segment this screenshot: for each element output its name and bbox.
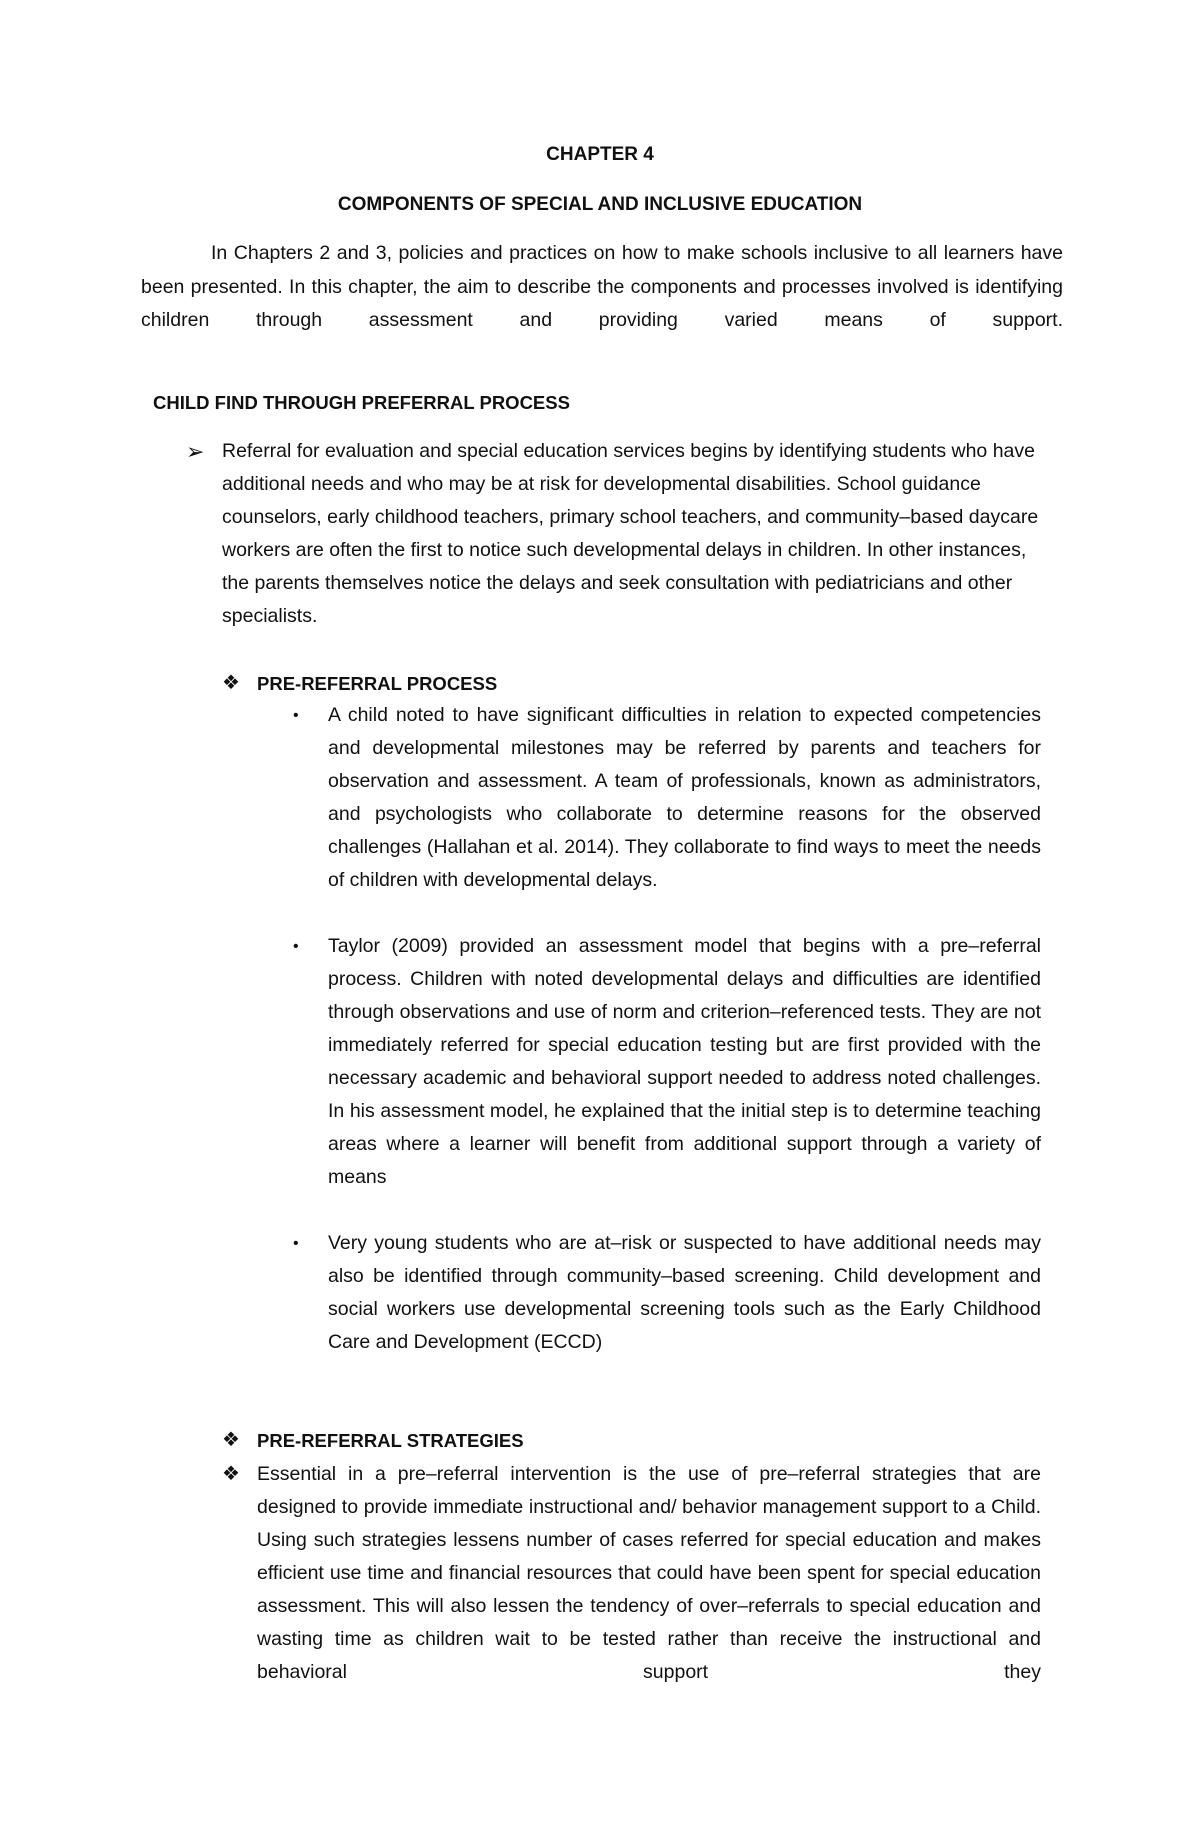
list-item: Taylor (2009) provided an assessment model that begins with a pre–referral process. Children with noted developmental delays and difficulties are identified through observations and use of norm and criterion–referenced tests. They are not immediately referred for special education testing but are first provided with the necessary academic and behavioral support needed to address noted challenges. In his assessment model, he explained that the initial step is to determine teaching areas where a learner will benefit from additional support through a variety of means [328, 935, 1041, 1188]
dot-bullet-icon: • [293, 1235, 299, 1252]
section-heading-pre-referral-process: PRE-REFERRAL PROCESS [257, 673, 498, 694]
intro-paragraph: In Chapters 2 and 3, policies and practices on how to make schools inclusive to all learners have been presented. In this chapter, the aim to describe the components and processes involved is identifying children through assessment and providing varied means of support. [141, 242, 1063, 331]
pre-referral-strategies-paragraph: Essential in a pre–referral intervention is the use of pre–referral strategies that are designed to provide immediate instructional and/ behavior management support to a Child. Using such strategies lessens number of cases referred for special education and makes efficient use time and financial resources that could have been spent for special education assessment. This will also lessen the tendency of over–referrals to special education and wasting time as children wait to be tested rather than receive the instructional and behavioral support they [257, 1463, 1041, 1683]
diamond-bullet-icon: ❖ [222, 1463, 240, 1485]
diamond-bullet-icon: ❖ [222, 672, 240, 694]
arrow-bullet-icon: ➢ [186, 439, 205, 464]
list-item: Very young students who are at–risk or suspected to have additional needs may also be identified through community–based screening. Child development and social workers use developmental screening tools such as the Early Childhood Care and Development (ECCD) [328, 1232, 1041, 1353]
dot-bullet-icon: • [293, 938, 299, 955]
list-item: A child noted to have significant difficulties in relation to expected competencies and developmental milestones may be referred by parents and teachers for observation and assessment. A team of professionals, known as administrators, and psychologists who collaborate to determine reasons for the observed challenges (Hallahan et al. 2014). They collaborate to find ways to meet the needs of children with developmental delays. [328, 704, 1041, 891]
diamond-bullet-icon: ❖ [222, 1429, 240, 1451]
section-heading-pre-referral-strategies: PRE-REFERRAL STRATEGIES [257, 1430, 524, 1451]
chapter-label: CHAPTER 4 [546, 144, 654, 165]
section-heading-child-find: CHILD FIND THROUGH PREFERRAL PROCESS [153, 392, 570, 413]
child-find-paragraph: Referral for evaluation and special education services begins by identifying students who have additional needs and who may be at risk for developmental disabilities. School guidance counselors, early childhood teachers, primary school teachers, and community–based daycare workers are often the first to notice such developmental delays in children. In other instances, the parents themselves notice the delays and seek consultation with pediatricians and other specialists. [222, 440, 1039, 627]
document-title: COMPONENTS OF SPECIAL AND INCLUSIVE EDUCATION [337, 194, 863, 215]
dot-bullet-icon: • [293, 707, 299, 724]
